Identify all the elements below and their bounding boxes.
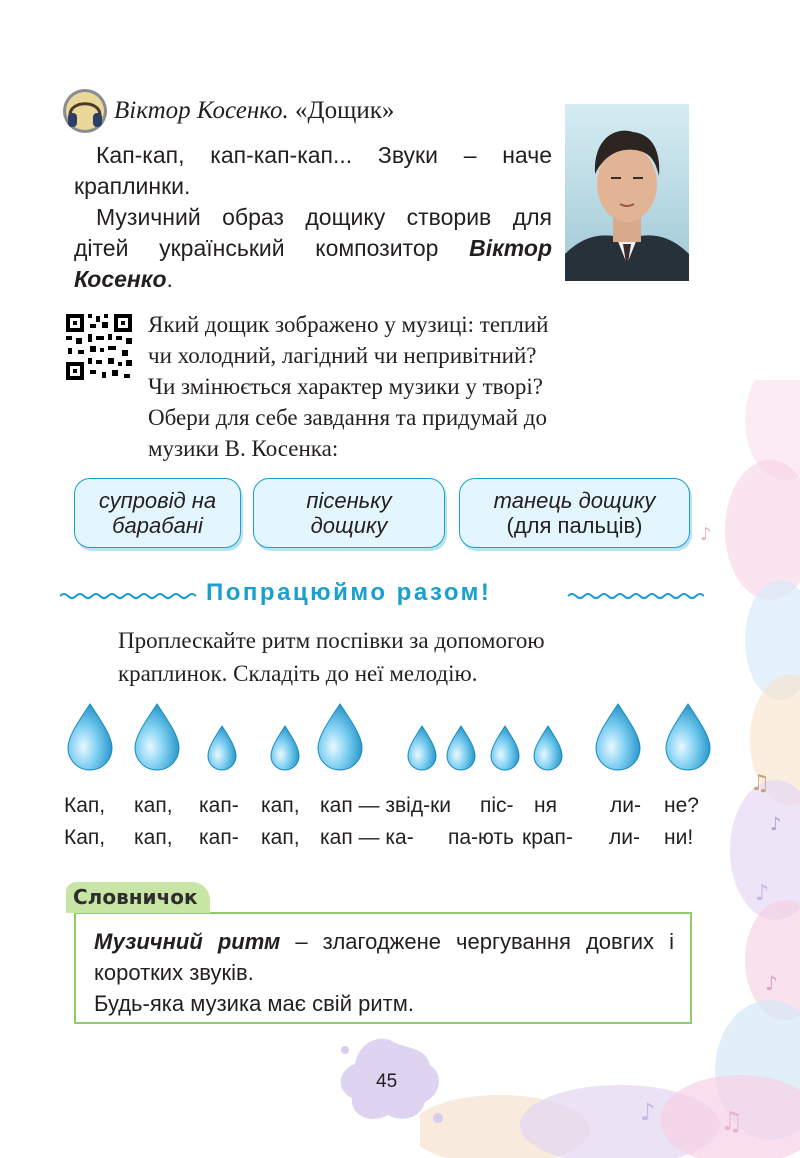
composer-portrait [565, 104, 689, 281]
lyric-syllable: кап — звід-ки [320, 794, 451, 817]
lyric-syllable: ли- [609, 826, 640, 849]
intro-text [74, 140, 552, 295]
section-title: Попрацюймо разом! [206, 579, 492, 606]
rhythm-task [118, 624, 718, 690]
drop-large [596, 704, 640, 770]
piece-title: Віктор Косенко. «Дощик» [114, 97, 395, 124]
intro-paragraph-2: Музичний образ дощику створив для дітей український композитор Віктор Косенко. [74, 204, 552, 292]
svg-text:♫: ♫ [720, 1107, 744, 1137]
lyric-syllable: кап, [261, 826, 300, 849]
drop-large [68, 704, 112, 770]
svg-text:♪: ♪ [770, 814, 782, 835]
dictionary-line: Будь-яка музика має свій ритм. [94, 991, 414, 1016]
lyric-syllable: кап — ка- [320, 826, 414, 849]
svg-text:♫: ♫ [750, 771, 770, 796]
drop-small [271, 726, 299, 770]
lyric-syllable: піс- [480, 794, 514, 817]
lyric-syllable: кап, [134, 794, 173, 817]
lyric-syllable: ли- [610, 794, 641, 817]
task-line: Чи змінюється характер музики у творі? [148, 374, 543, 399]
page-number: 45 [376, 1071, 398, 1092]
choice-drum-accompaniment[interactable]: супровід на барабані [74, 478, 241, 548]
lyric-syllable: кап- [199, 826, 239, 849]
lyric-syllable: ня [534, 794, 557, 817]
drop-small [491, 726, 519, 770]
lyric-syllable: кап, [261, 794, 300, 817]
task-line: музики В. Косенка: [148, 436, 339, 461]
lyric-syllable: Кап, [64, 794, 106, 817]
headphones-icon [62, 88, 108, 134]
intro-paragraph-1: Кап-кап, кап-кап-кап... Звуки – наче краплинки. [74, 142, 552, 199]
drop-small [408, 726, 436, 770]
lyric-syllable: па-ють [448, 826, 514, 849]
drop-small [208, 726, 236, 770]
qr-code-icon[interactable] [64, 312, 134, 382]
choice-rain-song[interactable]: пісеньку дощику [253, 478, 445, 548]
rhythm-task-line: Проплескайте ритм поспівки за допомогою [118, 628, 545, 653]
svg-text:♪: ♪ [640, 1098, 656, 1126]
lyric-syllable: кап, [134, 826, 173, 849]
svg-text:♪: ♪ [765, 971, 778, 995]
drop-small [534, 726, 562, 770]
lyric-syllable: Кап, [64, 826, 106, 849]
drop-large [318, 704, 362, 770]
choice-rain-dance[interactable]: танець дощику (для пальців) [459, 478, 690, 548]
listening-header [62, 88, 394, 134]
dictionary-label: Словничок [66, 882, 210, 913]
drop-large [666, 704, 710, 770]
task-question [148, 309, 700, 464]
rhythm-task-line: краплинок. Складіть до неї мелодію. [118, 661, 478, 686]
dictionary-term: Музичний ритм [94, 929, 281, 954]
lyric-syllable: кап- [199, 794, 239, 817]
dictionary-definition: Музичний ритм – злагоджене чергування довгих і коротких звуків. [94, 929, 674, 985]
drop-small [447, 726, 475, 770]
task-line: Який дощик зображено у музиці: теплий [148, 312, 549, 337]
task-line: Обери для себе завдання та придумай до [148, 405, 547, 430]
dictionary-box [74, 912, 692, 1024]
dictionary-text [94, 926, 674, 1019]
watercolor-bottom [420, 1060, 800, 1158]
svg-text:♪: ♪ [755, 881, 770, 906]
svg-text:♪: ♪ [700, 524, 712, 545]
composer-name: Віктор Косенко [74, 235, 552, 292]
drop-large [135, 704, 179, 770]
task-line: чи холодний, лагідний чи непривітний? [148, 343, 537, 368]
lyric-syllable: ни! [664, 826, 694, 849]
lyric-syllable: крап- [522, 826, 573, 849]
rhythm-drops [0, 698, 800, 778]
lyric-syllable: не? [664, 794, 699, 817]
